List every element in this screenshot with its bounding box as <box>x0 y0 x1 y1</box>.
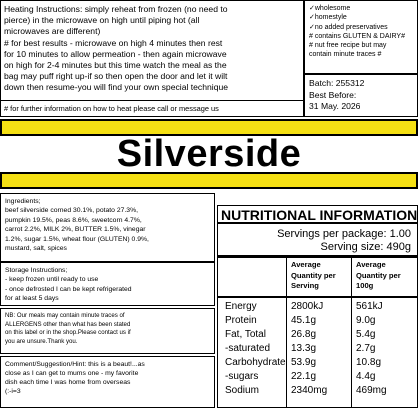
product-title: Silverside <box>116 132 302 175</box>
nutrient-name: Fat, Total <box>225 329 266 340</box>
nutrition-row-sodium <box>218 384 417 398</box>
header-line: Quantity per <box>291 270 336 280</box>
nutrition-row-fat-total <box>218 328 417 342</box>
nutrition-title: NUTRITIONAL INFORMATION <box>218 206 417 224</box>
nutrition-panel <box>217 205 418 408</box>
heating-line: # for best results - microwave on high 4 minutes then rest <box>4 37 223 48</box>
servings-per-package: Servings per package: 1.00 <box>277 228 411 240</box>
ingredients-line: 1.2%, sugar 1.5%, wheat flour (GLUTEN) 0.9%, <box>5 235 149 243</box>
ingredients-panel <box>0 193 215 262</box>
heating-line: down then resume-you will find your own special technique <box>4 82 229 93</box>
per-serving-value: 22.1g <box>291 371 317 382</box>
per-serving-value: 13.3g <box>291 343 317 354</box>
per-serving-value: 2340mg <box>291 385 328 396</box>
nutrient-name: Carbohydrate <box>225 357 286 368</box>
servings-info <box>218 225 417 258</box>
per-100g-value: 561kJ <box>356 301 383 312</box>
ingredients-line: mustard, salt, spices <box>5 245 67 253</box>
best-before-label: Best Before: <box>309 89 357 100</box>
claim-line: # contains GLUTEN & DAIRY# <box>309 32 405 40</box>
claim-line: contain minute traces # <box>309 51 382 59</box>
per-serving-header <box>291 260 355 292</box>
per-100g-value: 469mg <box>356 385 387 396</box>
nutrient-name: Protein <box>225 315 257 326</box>
claim-line: ✓homestyle <box>309 14 347 22</box>
per-serving-value: 2800kJ <box>291 301 324 312</box>
claim-line: # nut free recipe but may <box>309 42 387 50</box>
claim-line: ✓wholesome <box>309 5 351 12</box>
heating-line: for 10 minutes to allow permeation - then again microwave <box>4 48 227 59</box>
ingredients-line: pumpkin 19.5%, peas 8.6%, sweetcorn 4.7%, <box>5 216 142 224</box>
allergen-line: on this label or in the shop.Please contact us if <box>5 329 131 337</box>
allergen-note <box>0 308 215 354</box>
header-line: Average <box>356 260 386 269</box>
batch-info <box>304 74 418 117</box>
per-serving-value: 53.9g <box>291 357 317 368</box>
storage-panel <box>0 262 215 306</box>
nutrition-row-protein <box>218 314 417 328</box>
comment-line: dish each time I was home from overseas <box>5 379 131 386</box>
header-line: 100g <box>356 281 374 290</box>
comment-line: Comment/Suggestion/Hint: this is a beaut!...as <box>5 361 145 368</box>
comment-line: close as I can get to mums one - my favorite <box>5 370 139 377</box>
heating-instructions <box>0 0 304 116</box>
storage-line: Storage Instructions; <box>5 267 68 274</box>
heating-line: Heating Instructions: simply reheat from frozen (no need to <box>4 4 228 14</box>
nutrient-name: Sodium <box>225 385 259 396</box>
ingredients-line: Ingredients; <box>5 198 41 205</box>
nutrition-row-energy <box>218 300 417 314</box>
per-100g-value: 9.0g <box>356 315 376 326</box>
claim-line: ✓no added preservatives <box>309 23 388 31</box>
per-serving-value: 45.1g <box>291 315 317 326</box>
heating-line: microwaves are different) <box>4 26 101 37</box>
nutrient-name: -saturated <box>225 343 271 354</box>
heating-footer: # for further information on how to heat please call or message us <box>0 100 304 117</box>
allergen-line: you are unsure.Thank you. <box>5 337 78 345</box>
comment-panel <box>0 356 215 408</box>
nutrition-row-saturated <box>218 342 417 356</box>
per-100g-value: 10.8g <box>356 357 382 368</box>
comment-line: (:-i=3 <box>5 388 21 395</box>
per-100g-header <box>356 260 418 292</box>
nutrition-row-carbohydrate <box>218 356 417 370</box>
title-strip <box>0 134 418 174</box>
batch-number: Batch: 255312 <box>309 78 365 88</box>
storage-line: - keep frozen until ready to use <box>5 276 99 284</box>
header-line: Serving <box>291 281 319 290</box>
per-100g-value: 4.4g <box>356 371 376 382</box>
nutrition-column-headers <box>218 258 417 298</box>
ingredients-line: beef silverside corned 30.1%, potato 27.3%, <box>5 207 139 215</box>
allergen-line: NB: Our meals may contain minute traces of <box>5 312 125 319</box>
serving-size: Serving size: 490g <box>320 241 411 253</box>
nutrient-name: -sugars <box>225 371 259 382</box>
per-100g-value: 5.4g <box>356 329 376 340</box>
heating-line: on high for 2-4 minutes but this time watch the meal as the <box>4 60 227 71</box>
ingredients-line: carrot 2.2%, MILK 2%, BUTTER 1.5%, vinegar <box>5 226 146 234</box>
heating-line: pierce) in the microwave on high until piping hot (all <box>4 15 200 26</box>
allergen-line: ALLERGENS other than what has been stated <box>5 320 131 328</box>
header-line: Average <box>291 260 321 269</box>
product-claims <box>304 0 418 74</box>
storage-line: for at least 5 days <box>5 295 59 303</box>
per-100g-value: 2.7g <box>356 343 376 354</box>
heating-line: bag may puff right up-if so then open the door and let it wilt <box>4 71 228 82</box>
per-serving-value: 26.8g <box>291 329 317 340</box>
nutrient-name: Energy <box>225 301 257 312</box>
storage-line: - once defrosted I can be kept refrigerated <box>5 285 132 293</box>
nutrition-row-sugars <box>218 370 417 384</box>
best-before-date: 31 May. 2026 <box>309 101 361 111</box>
header-line: Quantity per <box>356 270 401 280</box>
